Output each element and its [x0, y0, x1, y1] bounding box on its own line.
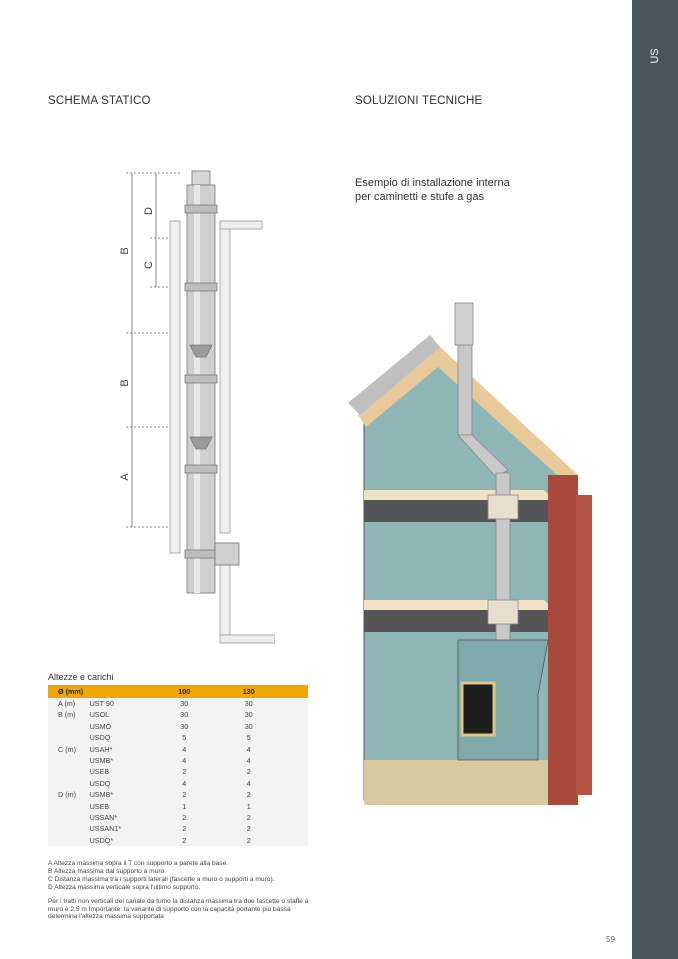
row-value-130: 30 — [216, 698, 280, 709]
row-dimension — [48, 778, 90, 789]
row-pad — [281, 789, 308, 800]
row-value-130: 4 — [216, 778, 280, 789]
row-pad — [281, 755, 308, 766]
table-row — [48, 823, 308, 834]
row-pad — [281, 709, 308, 720]
row-pad — [281, 835, 308, 846]
row-value-130: 2 — [216, 823, 280, 834]
row-dimension — [48, 812, 90, 823]
example-caption-line2: per caminetti e stufe a gas — [355, 191, 485, 203]
heights-loads-table — [48, 685, 308, 846]
row-dimension: D (m) — [48, 789, 90, 800]
row-value-130: 2 — [216, 789, 280, 800]
section-tab-label: US — [649, 48, 661, 64]
row-product: UST 90 — [90, 698, 152, 709]
row-product: USMB* — [90, 789, 152, 800]
row-dimension — [48, 835, 90, 846]
header-100: 100 — [152, 685, 216, 698]
header-pad — [281, 685, 308, 698]
row-value-100: 4 — [152, 778, 216, 789]
table-title: Altezze e carichi — [48, 672, 114, 682]
row-value-130: 30 — [216, 721, 280, 732]
row-product: USOL — [90, 709, 152, 720]
example-caption-line1: Esempio di installazione interna — [355, 177, 510, 189]
row-dimension — [48, 823, 90, 834]
row-product: USAH* — [90, 744, 152, 755]
row-product: USDQ — [90, 778, 152, 789]
row-dimension: A (m) — [48, 698, 90, 709]
table-row — [48, 812, 308, 823]
dimension-labels — [119, 207, 155, 481]
row-value-130: 1 — [216, 801, 280, 812]
chimney-pipe — [185, 171, 239, 593]
row-pad — [281, 778, 308, 789]
heading-soluzioni-tecniche: SOLUZIONI TECNICHE — [355, 95, 483, 107]
row-product: USEB — [90, 801, 152, 812]
row-value-130: 30 — [216, 709, 280, 720]
example-caption — [355, 176, 575, 204]
table-row — [48, 698, 308, 709]
row-value-100: 30 — [152, 709, 216, 720]
row-value-130: 2 — [216, 812, 280, 823]
row-pad — [281, 721, 308, 732]
row-value-130: 2 — [216, 835, 280, 846]
table-header-row — [48, 685, 308, 698]
row-dimension — [48, 755, 90, 766]
row-value-100: 5 — [152, 732, 216, 743]
page-number: 59 — [606, 935, 615, 944]
row-value-100: 30 — [152, 721, 216, 732]
table-row — [48, 801, 308, 812]
header-diameter: Ø (mm) — [48, 685, 152, 698]
row-pad — [281, 812, 308, 823]
row-product: USEB — [90, 766, 152, 777]
row-product: USMO — [90, 721, 152, 732]
row-value-130: 2 — [216, 766, 280, 777]
table-row — [48, 732, 308, 743]
row-value-100: 4 — [152, 755, 216, 766]
static-schema-diagram — [110, 165, 275, 665]
table-row — [48, 709, 308, 720]
dim-label-b-upper: B — [119, 247, 131, 255]
dim-label-d: D — [143, 207, 155, 215]
note-a: A Altezza massima sopra il T con supporto a parete alla base. — [48, 860, 229, 867]
note-b: B Altezza massima dal supporto a muro. — [48, 868, 167, 875]
table-row — [48, 721, 308, 732]
table-row — [48, 755, 308, 766]
row-pad — [281, 744, 308, 755]
row-dimension — [48, 732, 90, 743]
installation-illustration — [338, 295, 604, 835]
row-product: USDQ — [90, 732, 152, 743]
row-dimension: B (m) — [48, 709, 90, 720]
table-row — [48, 789, 308, 800]
row-value-100: 1 — [152, 801, 216, 812]
row-value-130: 5 — [216, 732, 280, 743]
row-value-100: 2 — [152, 789, 216, 800]
table-row — [48, 766, 308, 777]
row-value-100: 2 — [152, 835, 216, 846]
sidebar-band — [632, 0, 678, 959]
row-pad — [281, 801, 308, 812]
row-value-100: 30 — [152, 698, 216, 709]
note-d: D Altezza massima verticale sopra l'ultimo supporto. — [48, 884, 201, 891]
row-product: USSAN* — [90, 812, 152, 823]
dim-label-c: C — [143, 261, 155, 269]
row-value-130: 4 — [216, 744, 280, 755]
header-130: 130 — [216, 685, 280, 698]
row-product: USDQ* — [90, 835, 152, 846]
legend-notes — [48, 860, 308, 892]
row-product: USSAN1* — [90, 823, 152, 834]
table-row — [48, 744, 308, 755]
row-value-100: 2 — [152, 766, 216, 777]
row-product: USMB* — [90, 755, 152, 766]
row-pad — [281, 698, 308, 709]
row-value-130: 4 — [216, 755, 280, 766]
dim-label-a: A — [119, 473, 131, 481]
row-pad — [281, 766, 308, 777]
row-dimension — [48, 721, 90, 732]
row-value-100: 4 — [152, 744, 216, 755]
row-pad — [281, 823, 308, 834]
row-pad — [281, 732, 308, 743]
row-value-100: 2 — [152, 823, 216, 834]
footnote: Per i tratti non verticali del canale da fumo la distanza massima tra due fascette o staffe a muro è 2,5 m Importante: la variante di supporto con la capacità portante più bassa determina l'altezza massima supportata — [48, 898, 309, 921]
heading-schema-statico: SCHEMA STATICO — [48, 95, 151, 107]
table-row — [48, 778, 308, 789]
row-dimension — [48, 801, 90, 812]
table-row — [48, 835, 308, 846]
dim-label-b-lower: B — [119, 379, 131, 387]
row-dimension — [48, 766, 90, 777]
row-value-100: 2 — [152, 812, 216, 823]
row-dimension: C (m) — [48, 744, 90, 755]
fireplace — [458, 640, 548, 760]
note-c: C Distanza massima tra i supporti laterali (fascette a muro o supporti a muro). — [48, 876, 275, 883]
